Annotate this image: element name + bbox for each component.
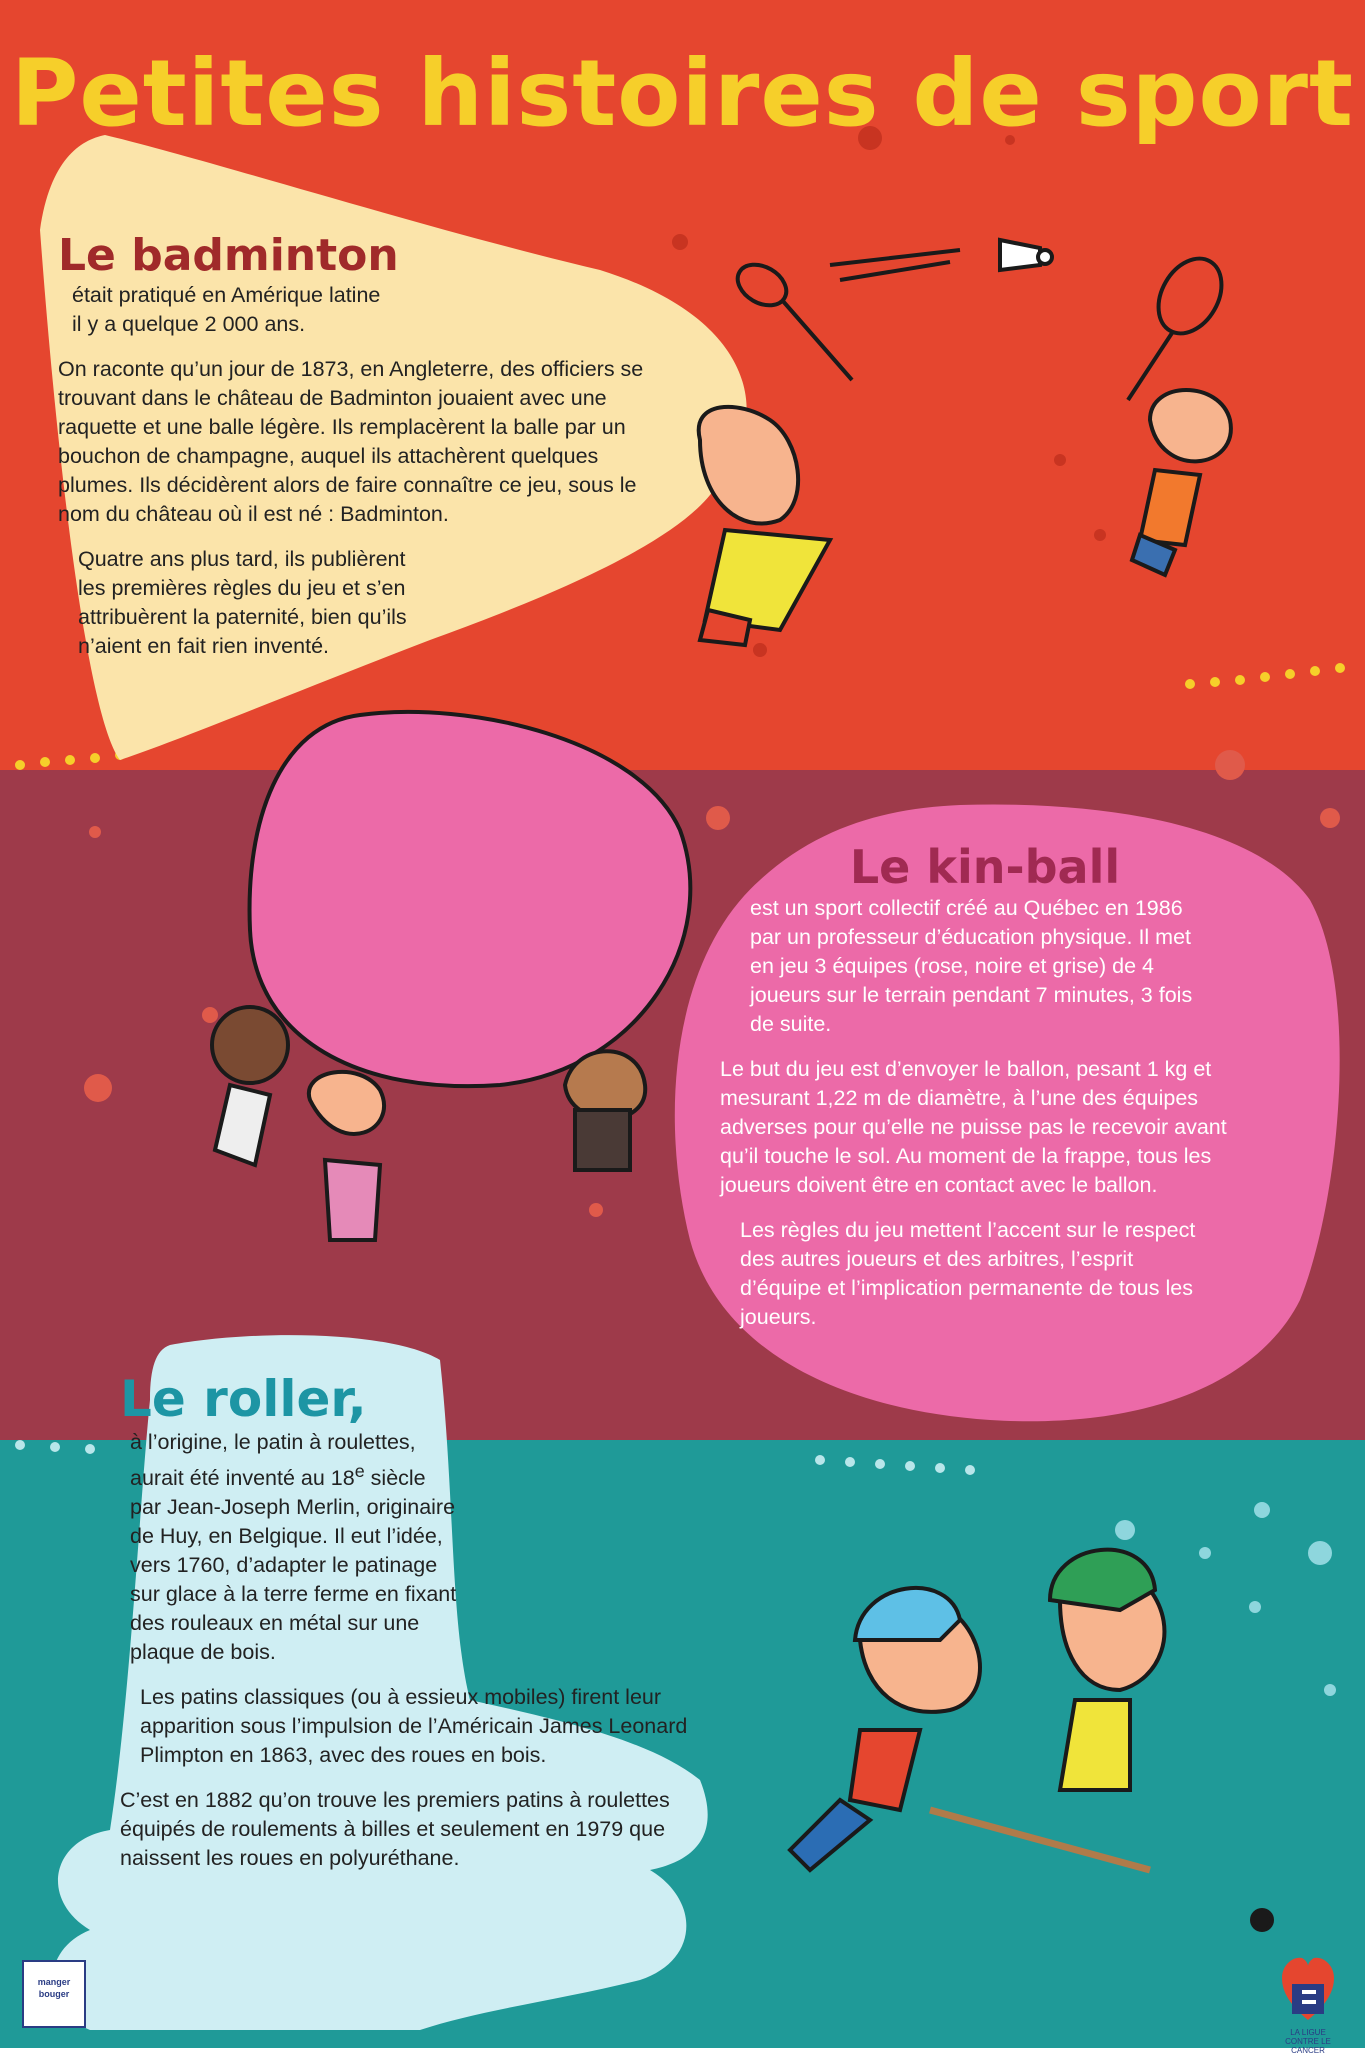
- badminton-paragraph-3: Quatre ans plus tard, ils publièrent les premières règles du jeu et s’en attribuèrent la paternité, bien qu’ils n’aient en fait rien inventé.: [78, 547, 407, 658]
- kinball-paragraph-2: Le but du jeu est d’envoyer le ballon, pesant 1 kg et mesurant 1,22 m de diamètre, à l’une des équipes adverses pour qu’elle ne puisse pas le recevoir avant qu’il touche le sol. Au moment de la frappe, tous les joueurs doivent être en contact avec le ballon.: [720, 1057, 1227, 1197]
- roller-paragraph-3: C’est en 1882 qu’on trouve les premiers patins à roulettes équipés de roulements à billes et seulement en 1979 que naissent les roues en polyuréthane.: [120, 1788, 670, 1871]
- kinball-heading: Le kin-ball: [849, 840, 1121, 894]
- badminton-heading: Le badminton: [58, 230, 399, 281]
- badminton-paragraph-2: On raconte qu’un jour de 1873, en Angleterre, des officiers se trouvant dans le château de Badminton jouaient avec une raquette et une balle légère. Ils remplacèrent la balle par un bouchon de champagne, auquel ils attachèrent quelques plumes. Ils décidèrent alors de faire connaître ce jeu, sous le nom du château où il est né : Badminton.: [58, 357, 644, 526]
- poster-title: Petites histoires de sport: [10, 40, 1355, 147]
- kinball-ball: [250, 712, 691, 1086]
- kinball-section: [720, 840, 1250, 1348]
- roller-century-superscript: e: [354, 1461, 365, 1481]
- ligue-contre-le-cancer-label: LA LIGUE CONTRE LE CANCER: [1285, 2028, 1331, 2055]
- ligue-contre-le-cancer-logo: [1280, 1950, 1336, 2030]
- manger-bouger-logo-line-2: bouger: [38, 1989, 70, 1999]
- roller-illustration: [790, 1550, 1272, 1930]
- kinball-paragraph-3: Les règles du jeu mettent l’accent sur le respect des autres joueurs et des arbitres, l’esprit d’équipe et l’implication permanente de tous les joueurs.: [740, 1218, 1196, 1329]
- roller-paragraph-1-end: siècle par Jean-Joseph Merlin, originaire de Huy, en Belgique. Il eut l’idée, vers 1760, d’adapter le patinage sur glace à la terre ferme en fixant des rouleaux en métal sur une plaque de bois.: [130, 1466, 457, 1665]
- manger-bouger-logo-line-1: manger: [37, 1977, 71, 1987]
- roller-paragraph-1: [130, 1428, 460, 1667]
- roller-paragraph-1-start: à l’origine, le patin à roulettes, aurait été inventé au 18: [130, 1430, 416, 1491]
- roller-heading: Le roller,: [120, 1370, 367, 1428]
- manger-bouger-logo: [22, 1960, 86, 2028]
- roller-section: [120, 1370, 720, 1889]
- kinball-paragraph-1: est un sport collectif créé au Québec en 1986 par un professeur d’éducation physique. Il met en jeu 3 équipes (rose, noire et grise) de 4 joueurs sur le terrain pendant 7 minutes, 3 fois de suite.: [750, 896, 1193, 1036]
- badminton-section: [58, 230, 698, 677]
- badminton-illustration: [699, 240, 1235, 645]
- badminton-paragraph-1: était pratiqué en Amérique latine il y a quelque 2 000 ans.: [72, 283, 381, 336]
- roller-paragraph-2: Les patins classiques (ou à essieux mobiles) firent leur apparition sous l’impulsion de l’Américain James Leonard Plimpton en 1863, avec des roues en bois.: [140, 1685, 688, 1768]
